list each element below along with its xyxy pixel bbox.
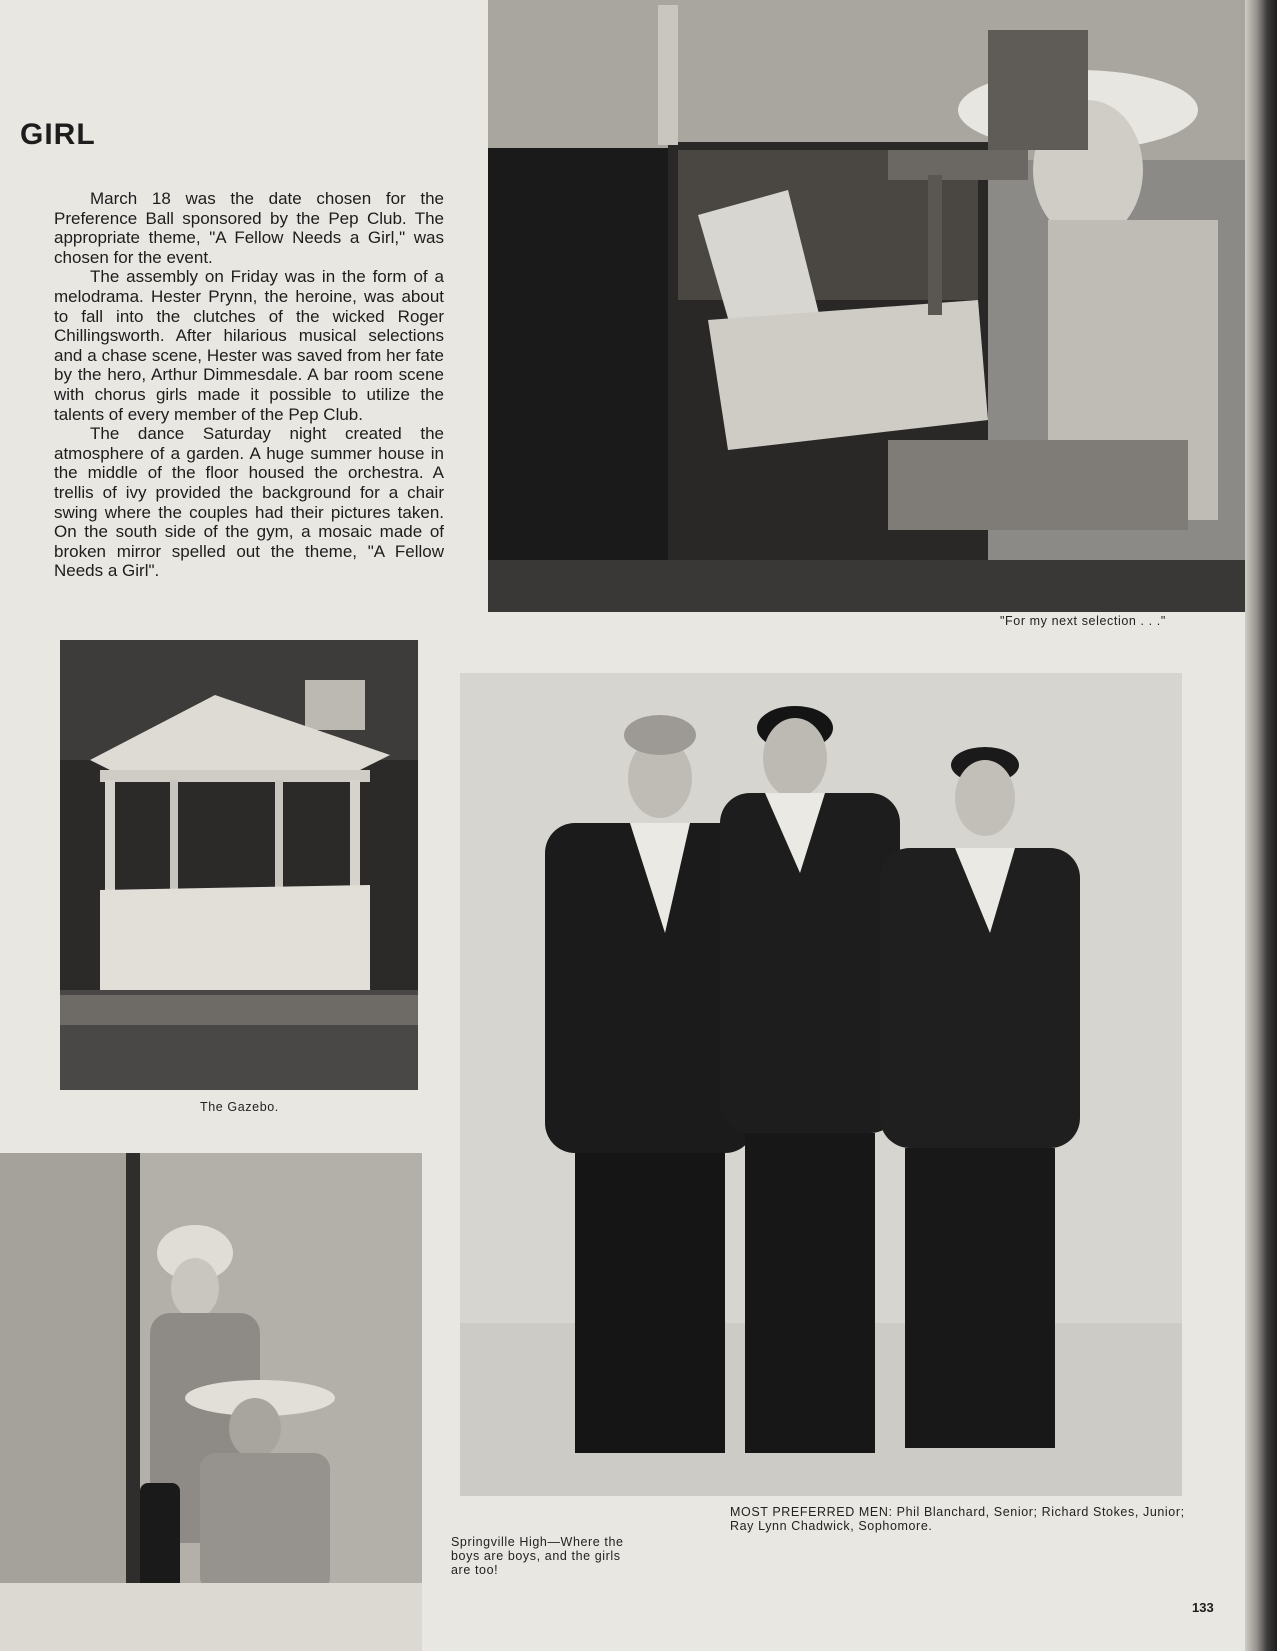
page-binding-edge: [1245, 0, 1277, 1651]
article-text: [54, 189, 444, 581]
piano-photo: [488, 0, 1245, 612]
most-preferred-men-caption: MOST PREFERRED MEN: Phil Blanchard, Senior; Richard Stokes, Junior; Ray Lynn Chadwick, Sophomore.: [730, 1505, 1185, 1533]
springville-girls-caption: Springville High—Where the boys are boys, and the girls are too!: [451, 1535, 624, 1577]
gazebo-caption: The Gazebo.: [200, 1100, 279, 1114]
article-paragraph-3: The dance Saturday night created the atmosphere of a garden. A huge summer house in the middle of the floor housed the orchestra. A trellis of ivy provided the background for a chair swing where the couples had their pictures taken. On the south side of the gym, a mosaic made of broken mirror spelled out the theme, "A Fellow Needs a Girl".: [54, 424, 444, 581]
springville-girls-photo: [0, 1153, 422, 1651]
most-preferred-men-photo: [460, 673, 1182, 1496]
page-number: 133: [1192, 1600, 1214, 1615]
article-paragraph-1: March 18 was the date chosen for the Preference Ball sponsored by the Pep Club. The appropriate theme, "A Fellow Needs a Girl," was chosen for the event.: [54, 189, 444, 267]
article-paragraph-2: The assembly on Friday was in the form of a melodrama. Hester Prynn, the heroine, was about to fall into the clutches of the wicked Roger Chillingsworth. After hilarious musical selections and a chase scene, Hester was saved from her fate by the hero, Arthur Dimmesdale. A bar room scene with chorus girls made it possible to utilize the talents of every member of the Pep Club.: [54, 267, 444, 424]
gazebo-photo: [60, 640, 418, 1090]
headline: GIRL: [20, 118, 96, 151]
piano-caption: "For my next selection . . .": [1000, 614, 1166, 628]
